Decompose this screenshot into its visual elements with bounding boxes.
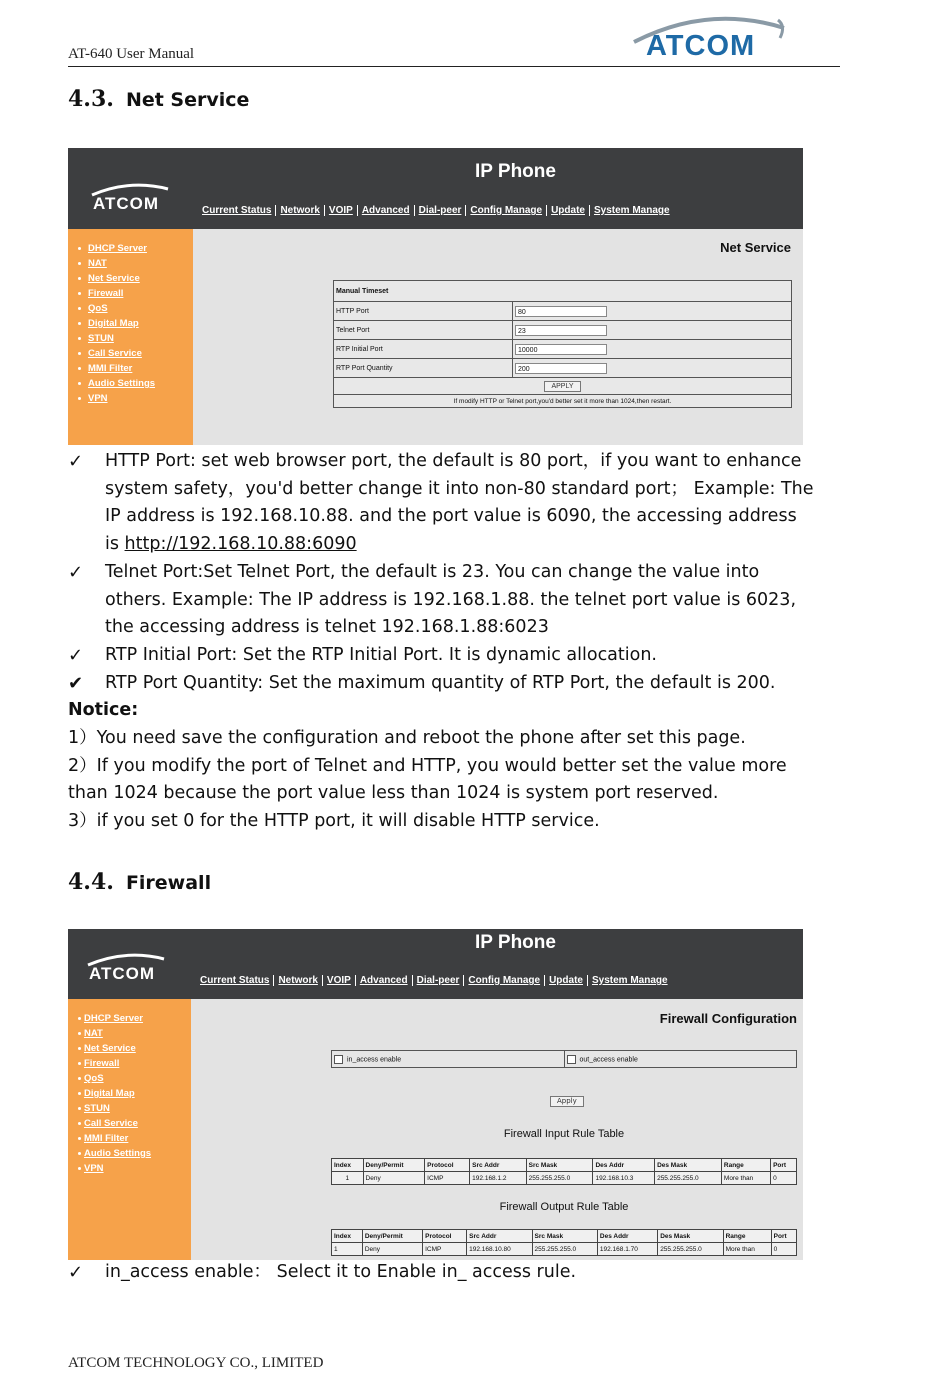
check-icon: ✔ [68,673,84,694]
nav-advanced[interactable]: Advanced [358,205,415,216]
cell: 0 [771,1172,797,1185]
cell: ICMP [423,1243,467,1256]
check-icon: ✓ [68,645,84,666]
nav-dial-peer[interactable]: Dial-peer [413,975,465,986]
text-line: IP address is 192.168.10.88. and the port value is 6090, the accessing address [105,506,797,526]
cell: More than [721,1172,770,1185]
restart-note: If modify HTTP or Telnet port,you'd better set it more than 1024,then restart. [334,395,792,408]
header-cell: Des Mask [658,1230,723,1243]
bullet-http-port [105,448,845,558]
net-service-screenshot [68,148,803,445]
notice-list [68,725,844,835]
cell: 192.168.10.80 [467,1243,532,1256]
nav-current-status[interactable]: Current Status [196,975,274,986]
header-cell: Protocol [425,1159,470,1172]
notice-item: 3）if you set 0 for the HTTP port, it will disable HTTP service. [68,810,600,831]
side-mmi-filter[interactable]: MMI Filter [68,361,193,376]
side-dhcp-server[interactable]: DHCP Server [68,1011,191,1026]
cell: 255.255.255.0 [655,1172,722,1185]
bullet-rtp-port-quantity [105,670,845,698]
bullet-rtp-initial-port [105,642,845,670]
side-nat[interactable]: NAT [68,256,193,271]
header-cell: Des Addr [597,1230,657,1243]
nav-dial-peer[interactable]: Dial-peer [415,205,467,216]
out-access-checkbox[interactable] [567,1055,576,1064]
text-line: others. Example: The IP address is 192.168.1.88. the telnet port value is 6023, [105,589,797,610]
phone-logo: ATCOM [89,964,156,983]
cell: 255.255.255.0 [526,1172,593,1185]
notice-item: 2）If you modify the port of Telnet and HTTP, you would better set the value more [68,755,787,776]
content-title: Net Service [720,240,791,255]
check-icon: ✓ [68,1262,84,1283]
side-net-service[interactable]: Net Service [68,271,193,286]
table-row [334,359,792,378]
cell: 192.168.1.2 [470,1172,526,1185]
telnet-port-input[interactable]: 23 [515,325,607,336]
access-enable-table [331,1050,797,1068]
check-icon: ✓ [68,451,84,472]
logo-text: ATCOM [646,30,756,62]
side-mmi-filter[interactable]: MMI Filter [68,1131,191,1146]
firewall-screenshot [68,929,803,1260]
table-header-row [332,1159,797,1172]
nav-network[interactable]: Network [274,975,322,986]
atcom-logo [628,8,788,66]
row-label: Telnet Port [334,321,513,340]
header-cell: Range [721,1159,770,1172]
side-dhcp-server[interactable]: DHCP Server [68,241,193,256]
text-span: is [105,533,125,554]
side-audio-settings[interactable]: Audio Settings [68,1146,191,1161]
phone-header-bar [68,148,803,229]
side-firewall[interactable]: Firewall [68,286,193,301]
side-firewall[interactable]: Firewall [68,1056,191,1071]
header-cell: Deny/Permit [362,1230,422,1243]
header-cell: Src Addr [467,1230,532,1243]
side-stun[interactable]: STUN [68,1101,191,1116]
nav-current-status[interactable]: Current Status [198,205,276,216]
header-rule [68,66,840,67]
text-line: RTP Initial Port: Set the RTP Initial Port. It is dynamic allocation. [105,645,657,665]
header-cell: Src Addr [470,1159,526,1172]
phone-nav [196,975,672,986]
text-line: system safety，you'd better change it into non-80 standard port； Example: The [105,478,814,499]
table-row [332,1172,797,1185]
header-cell: Src Mask [526,1159,593,1172]
phone-nav [198,205,674,216]
side-digital-map[interactable]: Digital Map [68,316,193,331]
side-qos[interactable]: QoS [68,301,193,316]
nav-update[interactable]: Update [547,205,590,216]
content-title: Firewall Configuration [659,1011,797,1026]
text-line: HTTP Port: set web browser port, the default is 80 port，if you want to enhance [105,451,802,471]
rtp-port-quantity-input[interactable]: 200 [515,363,607,374]
section-title: Firewall [125,872,212,894]
header-cell: Deny/Permit [363,1159,425,1172]
side-digital-map[interactable]: Digital Map [68,1086,191,1101]
cell: 192.168.1.70 [597,1243,657,1256]
section-number: 4.4. [68,869,114,895]
side-net-service[interactable]: Net Service [68,1041,191,1056]
nav-network[interactable]: Network [276,205,324,216]
nav-advanced[interactable]: Advanced [356,975,413,986]
cell: More than [723,1243,771,1256]
row-label: HTTP Port [334,302,513,321]
phone-logo: ATCOM [93,194,160,213]
text-line: the accessing address is telnet 192.168.1.88:6023 [105,617,549,637]
header-cell: Des Addr [593,1159,655,1172]
text-line: RTP Port Quantity: Set the maximum quantity of RTP Port, the default is 200. [105,673,776,693]
in-access-checkbox[interactable] [334,1055,343,1064]
notice-item: than 1024 because the port value less than 1024 is system port reserved. [68,783,719,803]
cell: Deny [363,1172,425,1185]
rtp-initial-port-input[interactable]: 10000 [515,344,607,355]
header-cell: Index [332,1159,364,1172]
side-vpn[interactable]: VPN [68,1161,191,1176]
side-call-service[interactable]: Call Service [68,346,193,361]
http-port-input[interactable]: 80 [515,306,607,317]
nav-system-manage[interactable]: System Manage [591,975,668,986]
phone-title: IP Phone [475,161,556,182]
in-access-label: in_access enable [347,1055,402,1063]
section-heading-net-service [68,86,249,112]
input-rule-table [331,1158,797,1185]
check-icon: ✓ [68,562,84,583]
side-qos[interactable]: QoS [68,1071,191,1086]
out-access-label: out_access enable [579,1055,638,1063]
side-nat[interactable]: NAT [68,1026,191,1041]
notice-label: Notice: [68,700,139,720]
table-row [334,340,792,359]
header-cell: Range [723,1230,771,1243]
nav-system-manage[interactable]: System Manage [593,205,670,216]
cell: Deny [362,1243,422,1256]
nav-update[interactable]: Update [545,975,588,986]
footer-company: ATCOM TECHNOLOGY CO., LIMITED [68,1355,324,1371]
notice-item: 1）You need save the configuration and reboot the phone after set this page. [68,728,746,748]
table-header-row [332,1230,797,1243]
side-vpn[interactable]: VPN [68,391,193,406]
table-row [332,1243,797,1256]
manual-title: AT-640 User Manual [68,46,195,62]
side-stun[interactable]: STUN [68,331,193,346]
header-cell: Protocol [423,1230,467,1243]
text-line [105,531,845,559]
phone-header-bar [68,929,803,999]
cell: 255.255.255.0 [532,1243,597,1256]
apply-button[interactable]: APPLY [544,381,580,392]
example-link[interactable]: http://192.168.10.88:6090 [124,533,357,554]
phone-sidebar [68,999,191,1260]
section-number: 4.3. [68,86,114,112]
net-service-table [333,280,792,408]
bullet-in-access: in_access enable： Select it to Enable in_ access rule. [105,1262,577,1282]
output-rule-table [331,1229,797,1256]
output-rule-caption: Firewall Output Rule Table [499,1201,629,1213]
section-heading-firewall [68,869,211,895]
bullet-telnet-port [105,559,845,642]
phone-sidebar [68,229,193,445]
header-cell: Src Mask [532,1230,597,1243]
header-cell: Des Mask [655,1159,722,1172]
section-title: Net Service [125,89,250,111]
table-row [334,302,792,321]
nav-voip[interactable]: VOIP [323,975,356,986]
nav-voip[interactable]: VOIP [325,205,358,216]
row-label: RTP Port Quantity [334,359,513,378]
text-line: Telnet Port:Set Telnet Port, the default is 23. You can change the value into [105,562,760,582]
header-cell: Port [771,1159,797,1172]
apply-button[interactable]: Apply [550,1096,584,1107]
side-audio-settings[interactable]: Audio Settings [68,376,193,391]
cell: 0 [771,1243,796,1256]
nav-config-manage[interactable]: Config Manage [464,975,545,986]
header-cell: Port [771,1230,796,1243]
phone-title: IP Phone [475,932,556,953]
table-title: Manual Timeset [334,281,792,302]
input-rule-caption: Firewall Input Rule Table [503,1128,625,1140]
cell: 192.168.10.3 [593,1172,655,1185]
row-label: RTP Initial Port [334,340,513,359]
cell: 1 [332,1172,364,1185]
table-row [334,321,792,340]
cell: 255.255.255.0 [658,1243,723,1256]
header-cell: Index [332,1230,363,1243]
cell: ICMP [425,1172,470,1185]
side-call-service[interactable]: Call Service [68,1116,191,1131]
cell: 1 [332,1243,363,1256]
nav-config-manage[interactable]: Config Manage [466,205,547,216]
